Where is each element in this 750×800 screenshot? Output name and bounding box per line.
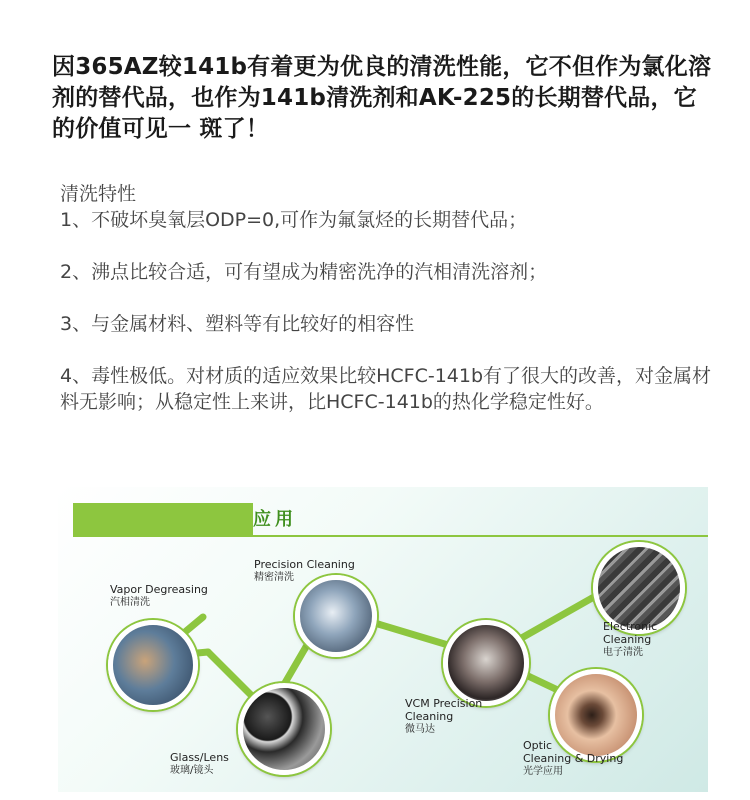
vapor-degreasing-label: Vapor Degreasing 汽相清洗 bbox=[110, 583, 208, 608]
feature-item-1: 1、不破坏臭氧层ODP=0,可作为氟氯烃的长期替代品； bbox=[60, 209, 528, 231]
feature-item-2: 2、沸点比较合适，可有望成为精密洗净的汽相清洗溶剂； bbox=[60, 261, 548, 283]
glass-lens-label: Glass/Lens 玻璃/镜头 bbox=[170, 751, 229, 776]
electronic-cleaning-label: Electronic Cleaning 电子清洗 bbox=[603, 620, 658, 658]
feature-item-3: 3、与金属材料、塑料等有比较好的相容性 bbox=[60, 313, 415, 335]
headline: 因365AZ较141b有着更为优良的清洗性能，它不但作为氯化溶剂的替代品，也作为141b清洗剂和AK-225的长期替代品，它的价值可见一 斑了！ bbox=[52, 54, 712, 142]
vcm-motor-image bbox=[443, 620, 529, 706]
features-section bbox=[60, 181, 720, 415]
features-title: 清洗特性 bbox=[60, 183, 137, 205]
optic-cleaning-label: Optic Cleaning & Drying 光学应用 bbox=[523, 739, 624, 777]
applications-panel bbox=[58, 487, 708, 792]
glass-lens-image bbox=[238, 683, 330, 775]
feature-item-4: 4、毒性极低。对材质的适应效果比较HCFC-141b有了很大的改善，对金属材料无影响；从稳定性上来讲，比HCFC-141b的热化学稳定性好。 bbox=[60, 365, 712, 413]
precision-cleaning-label: Precision Cleaning 精密清洗 bbox=[254, 558, 355, 583]
precision-cleaning-image bbox=[295, 575, 377, 657]
vcm-precision-label: VCM Precision Cleaning 微马达 bbox=[405, 697, 483, 735]
vapor-degreasing-image bbox=[108, 620, 198, 710]
applications-title: 应用 bbox=[253, 509, 297, 530]
